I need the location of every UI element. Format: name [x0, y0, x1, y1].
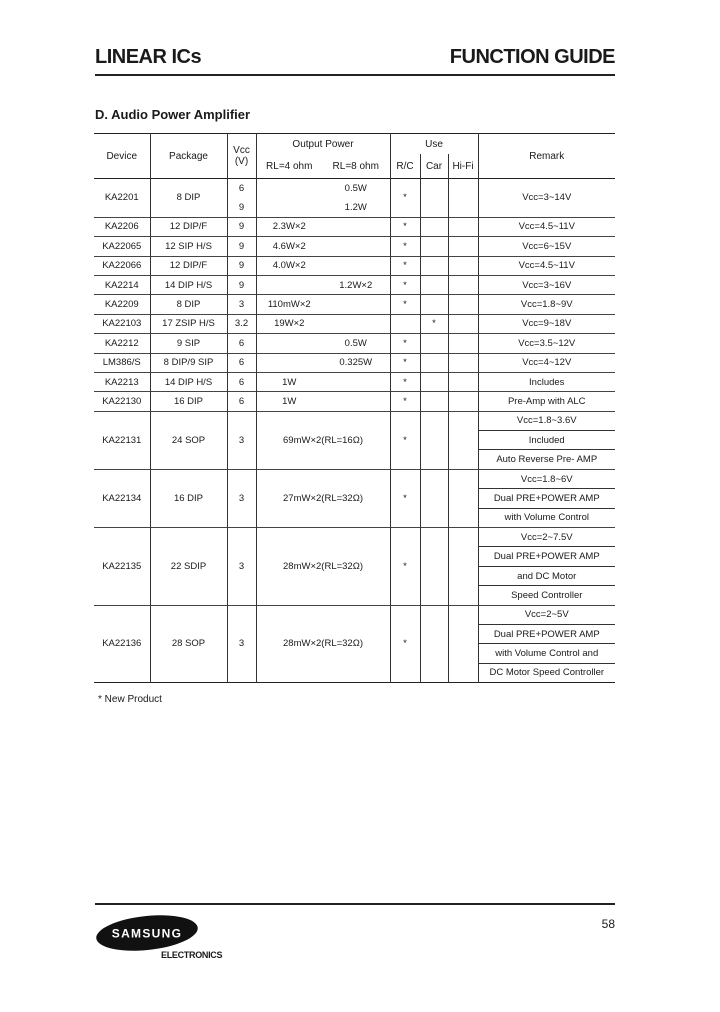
- header-left-title: LINEAR ICs: [95, 46, 202, 68]
- cell-remark-line: Dual PRE+POWER AMP: [478, 547, 615, 566]
- table-row: [94, 295, 615, 314]
- cell-car: [420, 217, 448, 236]
- cell-hifi: [448, 528, 478, 606]
- cell-car: [420, 353, 448, 372]
- cell-hifi: [448, 334, 478, 353]
- cell-device: KA2206: [94, 217, 150, 236]
- cell-remark-line: Vcc=2~7.5V: [478, 528, 615, 547]
- cell-remark-line: Included: [478, 431, 615, 450]
- cell-rc: *: [390, 605, 420, 683]
- cell-hifi: [448, 605, 478, 683]
- cell-vcc: 3: [227, 605, 256, 683]
- cell-rl8: 0.325W: [322, 353, 390, 372]
- cell-rl4: 1W: [282, 395, 297, 407]
- cell-vcc: 6: [227, 179, 256, 198]
- cell-car: [420, 179, 448, 218]
- cell-package: 8 DIP: [150, 179, 227, 218]
- cell-remark-line: with Volume Control and: [478, 644, 615, 663]
- table-row: [94, 372, 615, 391]
- cell-rl8: 1.2W: [322, 198, 390, 217]
- cell-hifi: [448, 411, 478, 469]
- samsung-logo: [95, 914, 199, 952]
- cell-rl8: 1.2W×2: [322, 275, 390, 294]
- table-row: [94, 314, 615, 333]
- table-row: [94, 275, 615, 294]
- cell-remark-line: with Volume Control: [504, 512, 589, 524]
- cell-device: KA22066: [94, 256, 150, 275]
- cell-car: [420, 528, 448, 606]
- cell-device: KA2201: [94, 179, 150, 218]
- cell-remark: Vcc=3~16V: [522, 279, 572, 291]
- cell-vcc: 6: [227, 353, 256, 372]
- cell-car: [420, 605, 448, 683]
- cell-rl4: 4.0W×2: [272, 260, 306, 272]
- cell-rc: *: [390, 392, 420, 411]
- cell-hifi: [448, 179, 478, 218]
- cell-vcc: 9: [227, 275, 256, 294]
- cell-device: KA22135: [94, 528, 150, 606]
- cell-remark-line: Vcc=2~5V: [478, 605, 615, 624]
- cell-package: 24 SOP: [150, 411, 227, 469]
- col-remark: Remark: [529, 150, 565, 162]
- cell-device: KA22130: [94, 392, 150, 411]
- cell-vcc: 3: [227, 528, 256, 606]
- cell-hifi: [448, 237, 478, 256]
- cell-car: [420, 469, 448, 527]
- table-row: [94, 237, 615, 256]
- page-number: 58: [601, 917, 615, 931]
- cell-device: KA22103: [94, 314, 150, 333]
- header-right-title: FUNCTION GUIDE: [449, 46, 615, 68]
- cell-rc: *: [390, 469, 420, 527]
- cell-remark: Vcc=6~15V: [522, 240, 572, 252]
- cell-package: 28 SOP: [150, 605, 227, 683]
- cell-power: 69mW×2(RL=16Ω): [256, 411, 390, 469]
- cell-hifi: [448, 295, 478, 314]
- cell-package: 16 DIP: [150, 392, 227, 411]
- cell-car: [420, 275, 448, 294]
- table-row: [94, 528, 615, 547]
- cell-rc: *: [390, 256, 420, 275]
- col-rl8: RL=8 ohm: [322, 154, 390, 179]
- cell-remark: Vcc=4.5~11V: [518, 260, 575, 272]
- cell-rl4: [256, 334, 322, 353]
- cell-remark-line: Dual PRE+POWER AMP: [478, 624, 615, 643]
- table-row: [94, 605, 615, 624]
- cell-remark-line: Speed Controller: [511, 589, 583, 601]
- cell-device: KA22065: [94, 237, 150, 256]
- cell-hifi: [448, 353, 478, 372]
- cell-car: [420, 372, 448, 391]
- cell-vcc: 3.2: [227, 314, 256, 333]
- cell-rl8: [322, 256, 390, 275]
- cell-hifi: [448, 256, 478, 275]
- cell-package: 14 DIP H/S: [150, 372, 227, 391]
- cell-rl4: [256, 275, 322, 294]
- cell-vcc: 3: [227, 295, 256, 314]
- table-row: [94, 411, 615, 430]
- cell-remark-line: Dual PRE+POWER AMP: [478, 489, 615, 508]
- cell-remark-line: Vcc=1.8~3.6V: [478, 411, 615, 430]
- cell-rc: *: [390, 372, 420, 391]
- cell-rl8: [322, 372, 390, 391]
- cell-hifi: [448, 372, 478, 391]
- cell-remark-line: DC Motor Speed Controller: [489, 667, 605, 679]
- cell-rl4: 1W: [282, 376, 297, 388]
- cell-rl4: [256, 179, 322, 198]
- cell-package: 22 SDIP: [150, 528, 227, 606]
- header-rule: [95, 74, 615, 76]
- cell-device: KA2212: [94, 334, 150, 353]
- col-vcc-label: Vcc: [233, 145, 250, 156]
- section-title: D. Audio Power Amplifier: [95, 107, 251, 122]
- cell-package: 17 ZSIP H/S: [150, 314, 227, 333]
- amplifier-table: [94, 133, 615, 683]
- cell-device: KA2214: [94, 275, 150, 294]
- cell-car: [420, 256, 448, 275]
- cell-vcc: 6: [227, 334, 256, 353]
- cell-car: [420, 295, 448, 314]
- cell-remark-line: Vcc=1.8~6V: [478, 469, 615, 488]
- cell-package: 9 SIP: [150, 334, 227, 353]
- cell-rc: *: [390, 411, 420, 469]
- cell-device: KA22131: [94, 411, 150, 469]
- cell-remark: Vcc=3.5~12V: [518, 337, 576, 349]
- cell-rl8: [322, 217, 390, 236]
- cell-vcc: 6: [227, 392, 256, 411]
- cell-rc: *: [390, 179, 420, 218]
- cell-remark: Vcc=1.8~9V: [520, 299, 573, 311]
- cell-package: 8 DIP: [150, 295, 227, 314]
- cell-car: [420, 411, 448, 469]
- cell-rc: *: [390, 275, 420, 294]
- cell-rl4: 19W×2: [274, 318, 305, 330]
- cell-car: [420, 392, 448, 411]
- cell-rl8: [322, 237, 390, 256]
- cell-rl8: 0.5W: [322, 179, 390, 198]
- col-vcc: [227, 134, 256, 179]
- cell-package: 12 DIP/F: [150, 217, 227, 236]
- cell-rc: [390, 314, 420, 333]
- table-row: [94, 469, 615, 488]
- cell-hifi: [448, 469, 478, 527]
- cell-rc: *: [390, 217, 420, 236]
- cell-vcc: 9: [227, 198, 256, 217]
- footnote: * New Product: [98, 694, 162, 705]
- cell-rl8: [322, 392, 390, 411]
- col-hifi: Hi-Fi: [448, 154, 478, 179]
- col-package: Package: [150, 134, 227, 179]
- cell-rl4: [256, 198, 322, 217]
- cell-device: KA22134: [94, 469, 150, 527]
- cell-device: LM386/S: [94, 353, 150, 372]
- cell-device: KA2209: [94, 295, 150, 314]
- cell-remark-line: Auto Reverse Pre- AMP: [496, 454, 598, 466]
- cell-car: *: [420, 314, 448, 333]
- footer-rule: [95, 903, 615, 905]
- col-use: Use: [390, 134, 478, 155]
- col-output-power: Output Power: [256, 134, 390, 155]
- cell-device: KA22136: [94, 605, 150, 683]
- cell-remark: Vcc=9~18V: [522, 318, 572, 330]
- cell-vcc: 6: [227, 372, 256, 391]
- table-row: [94, 217, 615, 236]
- col-device: Device: [94, 134, 150, 179]
- cell-rc: *: [390, 528, 420, 606]
- cell-vcc: 9: [227, 256, 256, 275]
- col-vcc-unit: (V): [234, 156, 249, 167]
- brand-subtitle: ELECTRONICS: [161, 950, 223, 960]
- cell-package: 8 DIP/9 SIP: [150, 353, 227, 372]
- cell-car: [420, 334, 448, 353]
- cell-hifi: [448, 217, 478, 236]
- logo-text: SAMSUNG: [111, 926, 183, 941]
- table-row: [94, 256, 615, 275]
- cell-vcc: 3: [227, 411, 256, 469]
- col-rc: R/C: [390, 154, 420, 179]
- cell-vcc: 3: [227, 469, 256, 527]
- cell-rc: *: [390, 353, 420, 372]
- cell-rc: *: [390, 334, 420, 353]
- cell-hifi: [448, 275, 478, 294]
- cell-vcc: 9: [227, 237, 256, 256]
- cell-power: 28mW×2(RL=32Ω): [256, 605, 390, 683]
- cell-power: 27mW×2(RL=32Ω): [256, 469, 390, 527]
- cell-rl4: 2.3W×2: [272, 221, 306, 233]
- col-rl4: RL=4 ohm: [266, 160, 313, 172]
- cell-vcc: 9: [227, 217, 256, 236]
- cell-remark: Vcc=4~12V: [522, 357, 572, 369]
- cell-remark: Vcc=4.5~11V: [518, 221, 575, 233]
- table-row: [94, 392, 615, 411]
- cell-rl4: [256, 353, 322, 372]
- cell-rl8: [322, 295, 390, 314]
- cell-package: 14 DIP H/S: [150, 275, 227, 294]
- cell-package: 12 SIP H/S: [150, 237, 227, 256]
- col-car: Car: [420, 154, 448, 179]
- cell-rl4: 110mW×2: [267, 299, 311, 311]
- table-row: [94, 334, 615, 353]
- cell-rl8: [322, 314, 390, 333]
- cell-rc: *: [390, 295, 420, 314]
- cell-rl4: 4.6W×2: [272, 240, 306, 252]
- cell-remark: Pre-Amp with ALC: [507, 395, 586, 407]
- table-row: [94, 353, 615, 372]
- cell-rc: *: [390, 237, 420, 256]
- table-row: [94, 179, 615, 198]
- cell-package: 12 DIP/F: [150, 256, 227, 275]
- cell-device: KA2213: [94, 372, 150, 391]
- cell-rl8: 0.5W: [322, 334, 390, 353]
- cell-remark: Includes: [529, 376, 565, 388]
- cell-car: [420, 237, 448, 256]
- cell-hifi: [448, 392, 478, 411]
- cell-power: 28mW×2(RL=32Ω): [256, 528, 390, 606]
- cell-remark: Vcc=3~14V: [522, 192, 572, 204]
- cell-remark-line: and DC Motor: [478, 566, 615, 585]
- cell-package: 16 DIP: [150, 469, 227, 527]
- cell-hifi: [448, 314, 478, 333]
